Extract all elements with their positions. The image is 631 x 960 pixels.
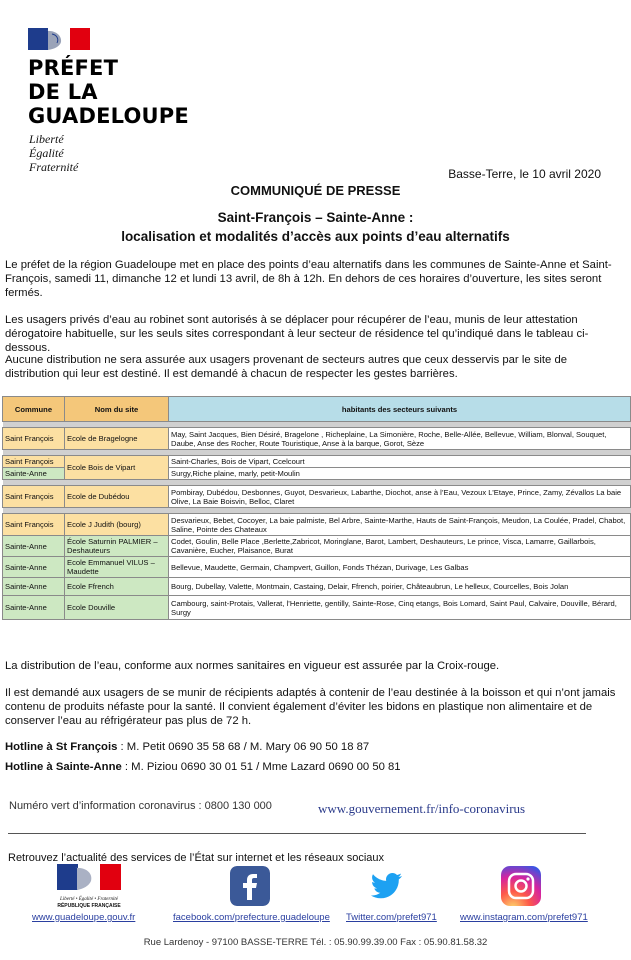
access-paragraph: Les usagers privés d’eau au robinet sont autorisés à se déplacer pour récupérer de l’eau, munis de leur attestation dérogatoire habituelle, sur les seuls sites correspondant à leur secteur de résidence tel qu’indiqué dans le tableau ci-dessous.	[5, 314, 589, 354]
twitter-icon[interactable]	[366, 866, 406, 906]
cell-site: Ecole de Dubédou	[65, 486, 169, 508]
intro-paragraph: Le préfet de la région Guadeloupe met en place des points d’eau alternatifs dans les communes de Sainte-Anne et Saint-François, samedi 11, dimanche 12 et lundi 13 avril, de 8h à 12h. En dehors de ces horaires d’ouverture, les sites seront fermés.	[5, 259, 612, 299]
divider	[8, 833, 586, 834]
table-row	[3, 514, 631, 536]
social-intro: Retrouvez l’actualité des services de l’État sur internet et les réseaux sociaux	[8, 852, 385, 864]
press-release-title: COMMUNIQUÉ DE PRESSE	[230, 183, 401, 198]
table-row	[3, 557, 631, 578]
instagram-icon[interactable]	[501, 866, 541, 906]
marianne-logo[interactable]	[47, 862, 131, 908]
sites-table	[2, 396, 631, 620]
cell-commune: Sainte-Anne	[3, 557, 65, 578]
cell-habitants: Bourg, Dubellay, Valette, Montmain, Castaing, Delair, Ffrench, poirier, Châteaubrun, Le helleux, Courcelles, Bois Jolan	[169, 578, 631, 596]
gouvernement-link[interactable]: www.gouvernement.fr/info-coronavirus	[318, 801, 526, 816]
hotline-label: Hotline à Sainte-Anne	[5, 761, 122, 773]
republique-small: RÉPUBLIQUE FRANÇAISE	[57, 903, 121, 909]
table-row	[3, 486, 631, 508]
hotline-contacts: : M. Piziou 0690 30 01 51 / Mme Lazard 0690 00 50 81	[121, 761, 401, 773]
prefecture-title: PRÉFET DE LA GUADELOUPE	[28, 56, 189, 128]
cell-site: Ecole Ffrench	[65, 578, 169, 596]
republic-motto: Liberté Égalité Fraternité	[29, 132, 79, 174]
instagram-link[interactable]: www.instagram.com/prefet971	[460, 912, 588, 923]
cell-site: Ecole de Bragelogne	[65, 428, 169, 450]
cell-commune: Saint François	[3, 486, 65, 508]
facebook-icon[interactable]	[230, 866, 270, 906]
numero-vert: Numéro vert d’information coronavirus : 0800 130 000	[9, 800, 272, 812]
header-habitants: habitants des secteurs suivants	[169, 397, 631, 422]
cell-habitants: Saint-Charles, Bois de Vipart, Ccelcourt	[169, 456, 631, 468]
cell-commune: Sainte-Anne	[3, 578, 65, 596]
cell-habitants: May, Saint Jacques, Bien Désiré, Bragelone , Richeplaine, La Simonière, Roche, Belle-Allée, Bellevue, William, Blonval, Souquet, Daube, Anse des Rocher, Route Touristique, Anse à la barque, Gorot, Sèze	[169, 428, 631, 450]
cell-site: Ecole Emmanuel VILUS – Maudette	[65, 557, 169, 578]
cell-site: Ecole Douville	[65, 596, 169, 620]
document-subtitle: Saint-François – Sainte-Anne : localisation et modalités d’accès aux points d’eau alternatifs	[121, 210, 510, 244]
cell-site: Ecole J Judith (bourg)	[65, 514, 169, 536]
cell-habitants: Surgy,Riche plaine, marly, petit-Moulin	[169, 468, 631, 480]
hotline-sainte-anne	[5, 761, 401, 773]
table-row	[3, 456, 631, 468]
restriction-paragraph: Aucune distribution ne sera assurée aux usagers provenant de secteurs autres que ceux desservis par le site de distribution qui leur est destiné. Il est demandé à chacun de respecter les gestes barrières.	[5, 354, 568, 380]
table-row	[3, 596, 631, 620]
cell-commune: Saint François	[3, 428, 65, 450]
hotline-contacts: : M. Petit 0690 35 58 68 / M. Mary 06 90 50 18 87	[117, 741, 370, 753]
cell-habitants: Pombiray, Dubédou, Desbonnes, Guyot, Desvarieux, Labarthe, Diochot, anse à l’Eau, Vezoux L’Etaye, Prince, Zamy, Zévallos La baie Olive, La Baie Boisvin, Belloc, Claret	[169, 486, 631, 508]
document-date: Basse-Terre, le 10 avril 2020	[448, 167, 601, 181]
cell-commune: Saint François	[3, 514, 65, 536]
cell-site: École Saturnin PALMIER – Deshauteurs	[65, 536, 169, 557]
cell-commune: Sainte-Anne	[3, 468, 65, 480]
cell-commune: Saint François	[3, 456, 65, 468]
facebook-link[interactable]: facebook.com/prefecture.guadeloupe	[173, 912, 330, 923]
cell-commune: Sainte-Anne	[3, 596, 65, 620]
twitter-link[interactable]: Twitter.com/prefet971	[346, 912, 437, 923]
table-row	[3, 578, 631, 596]
cell-habitants: Cambourg, saint-Protais, Vallerat, l’Henriette, gentilly, Sainte-Rose, Cinq etangs, Bois Lomard, Saint Paul, Calvaire, Douville, Bérard, Surgy	[169, 596, 631, 620]
header-site: Nom du site	[65, 397, 169, 422]
cell-commune: Sainte-Anne	[3, 536, 65, 557]
footer-address: Rue Lardenoy - 97100 BASSE-TERRE Tél. : 05.90.99.39.00 Fax : 05.90.81.58.32	[143, 937, 488, 948]
cell-habitants: Bellevue, Maudette, Germain, Champvert, Guillon, Fonds Thézan, Durivage, Les Galbas	[169, 557, 631, 578]
croix-rouge-paragraph: La distribution de l’eau, conforme aux normes sanitaires en vigueur est assurée par la Croix-rouge.	[5, 660, 500, 672]
site-link[interactable]: www.guadeloupe.gouv.fr	[32, 912, 136, 923]
marianne-logo	[28, 28, 90, 50]
table-row	[3, 428, 631, 450]
hotline-st-francois	[5, 741, 369, 753]
flag-icon	[47, 862, 131, 892]
recipient-paragraph: Il est demandé aux usagers de se munir de récipients adaptés à contenir de l’eau destinée à la boisson et qui n’ont jamais contenu de produits néfaste pour la santé. Il convient également d’éviter les bidons en plastique non alimentaire et de conserver l’eau au réfrigérateur pas plus de 72 h.	[5, 687, 616, 727]
hotline-label: Hotline à St François	[5, 741, 118, 753]
table-header-row	[3, 397, 631, 422]
header-commune: Commune	[3, 397, 65, 422]
motto-small: Liberté • Égalité • Fraternité	[60, 897, 118, 902]
cell-site: Ecole Bois de Vipart	[65, 456, 169, 480]
table-row	[3, 536, 631, 557]
cell-habitants: Codet, Goulin, Belle Place ,Berlette,Zabricot, Moringlane, Barot, Lambert, Deshauteurs, Le prince, Visca, Lamarre, Gaillarbois, Cavanière, Eucher, Plaisance, Burat	[169, 536, 631, 557]
cell-habitants: Desvarieux, Bebet, Cocoyer, La baie palmiste, Bel Arbre, Sainte-Marthe, Hauts de Saint-François, Meudon, La Coulée, Pradel, Chabot, Saline, Pointe des Chateaux	[169, 514, 631, 536]
